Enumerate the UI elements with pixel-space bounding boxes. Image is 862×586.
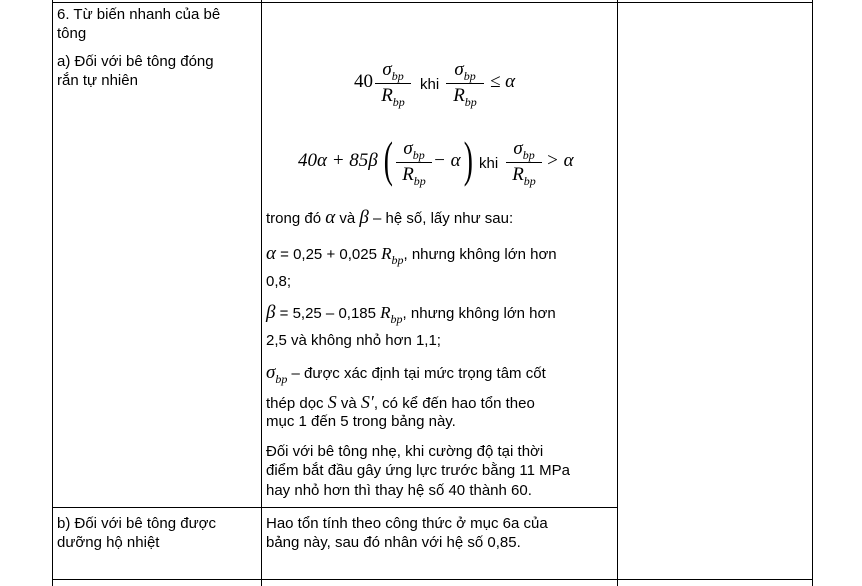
sigma-desc: $\sigma_{bp}$ – được xác định tại mức trọng tâm cốt [266,362,546,386]
left-paren: ( [383,131,393,187]
right-paren: ) [463,131,473,187]
light-concrete-note-3: hay nhỏ hơn thì thay hệ số 40 thành 60. [266,482,532,499]
beta-rule-cont: 2,5 và không nhỏ hơn 1,1; [266,332,441,349]
formula-2-prefix: 40α + 85β [298,150,378,171]
row-divider [52,507,618,508]
light-concrete-note: Đối với bê tông nhẹ, khi cường độ tại thời [266,443,544,460]
fraction-sigma-over-R-4: $\sigma_{bp}$ $R_{bp}$ [506,138,542,187]
fraction-sigma-over-R: $\sigma_{bp}$ $R_{bp}$ [375,59,411,108]
sigma-desc-line2: thép dọc S và S′, có kể đến hao tổn theo [266,392,535,412]
heat-cured-text-2: bảng này, sau đó nhân với hệ số 0,85. [266,534,521,551]
table-border-col3 [617,0,618,586]
section-heading: 6. Từ biến nhanh của bê [57,6,221,23]
fraction-sigma-over-R-2: $\sigma_{bp}$ $R_{bp}$ [446,59,484,108]
beta-rule: β = 5,25 – 0,185 $R_{bp}$, nhưng không lớn hơn [266,302,556,326]
table-border-top [52,2,813,3]
light-concrete-note-2: điểm bắt đầu gây ứng lực trước bằng 11 MPa [266,462,571,479]
table-border-right [812,0,813,586]
sigma-desc-line3: mục 1 đến 5 trong bảng này. [266,413,456,430]
fraction-sigma-over-R-3: $\sigma_{bp}$ $R_{bp}$ [396,138,432,187]
khi-word: khi [420,76,440,93]
minus-alpha: − α [433,150,461,171]
alpha-rule-cont: 0,8; [266,273,292,290]
table-border-bottom [52,579,813,580]
alpha-rule: α = 0,25 + 0,025 $R_{bp}$, nhưng không lớn hơn [266,243,557,267]
section-heading-cont: tông [57,25,87,42]
leq-alpha: ≤ α [490,71,516,92]
item-b-label-cont: dưỡng hộ nhiệt [57,534,160,551]
table-border-col2 [261,0,262,586]
gt-alpha: > α [546,150,574,171]
item-a-label: a) Đối với bê tông đóng [57,53,214,70]
item-b-label: b) Đối với bê tông được [57,515,216,532]
khi-word-2: khi [479,155,499,172]
table-border-left [52,0,53,586]
item-a-label-cont: rắn tự nhiên [57,72,138,89]
coef-40: 40 [354,71,373,92]
where-line: trong đó α và β – hệ số, lấy như sau: [266,207,514,228]
heat-cured-text: Hao tổn tính theo công thức ở mục 6a của [266,515,548,532]
